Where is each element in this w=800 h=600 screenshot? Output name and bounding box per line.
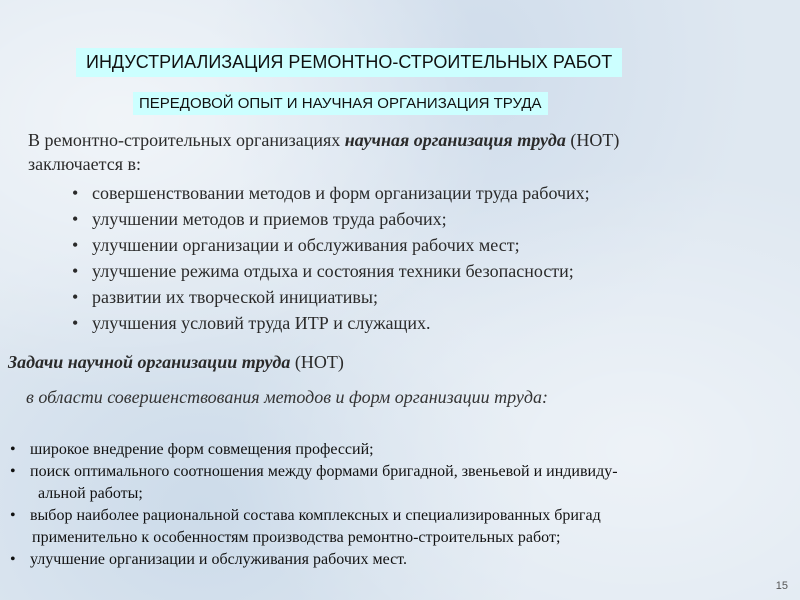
intro-text-before: В ремонтно-строительных организациях: [28, 130, 345, 150]
bullet-icon: •: [10, 441, 16, 458]
bullet-icon: •: [72, 287, 79, 307]
list-item-text: поиск оптимального соотношения между формами бригадной, звеньевой и индивиду-: [30, 463, 618, 480]
not-content-list: [66, 180, 590, 336]
intro-text-after: (НОТ): [565, 130, 620, 150]
slide-subtitle: ПЕРЕДОВОЙ ОПЫТ И НАУЧНАЯ ОРГАНИЗАЦИЯ ТРУДА: [133, 92, 548, 115]
bullet-icon: •: [10, 463, 16, 480]
area-subheading: в области совершенствования методов и форм организации труда:: [26, 387, 548, 407]
list-item: [66, 206, 590, 232]
intro-paragraph: [28, 128, 788, 176]
tasks-list: [8, 439, 618, 571]
list-item: [66, 310, 590, 336]
intro-emphasis: научная организация труда: [344, 130, 566, 150]
list-item-text: улучшении методов и приемов труда рабочих;: [92, 209, 447, 229]
list-item: [8, 549, 618, 571]
bullet-icon: •: [72, 209, 79, 229]
bullet-icon: •: [10, 507, 16, 524]
list-item: [8, 439, 618, 461]
list-item: [66, 232, 590, 258]
list-item: [66, 258, 590, 284]
tasks-text-after: (НОТ): [290, 352, 344, 372]
bullet-icon: •: [72, 235, 79, 255]
list-item: [8, 505, 618, 549]
list-item: [66, 180, 590, 206]
tasks-heading: [8, 350, 344, 374]
tasks-emphasis: Задачи научной организации труда: [8, 352, 291, 372]
list-item-text-continued: альной работы;: [38, 485, 143, 502]
list-item-text: развитии их творческой инициативы;: [92, 287, 379, 307]
list-item: [66, 284, 590, 310]
bullet-icon: •: [10, 551, 16, 568]
list-item-text-continued: применительно к особенностям производства ремонтно-строительных работ;: [32, 529, 561, 546]
list-item-text: улучшении организации и обслуживания рабочих мест;: [92, 235, 520, 255]
bullet-icon: •: [72, 261, 79, 281]
list-item-text: улучшение режима отдыха и состояния техники безопасности;: [92, 261, 574, 281]
list-item-text: выбор наиболее рациональной состава комплексных и специализированных бригад: [30, 507, 601, 524]
list-item: [8, 461, 618, 505]
list-item-text: широкое внедрение форм совмещения профессий;: [30, 441, 374, 458]
list-item-text: улучшение организации и обслуживания рабочих мест.: [30, 551, 407, 568]
page-number: 15: [775, 580, 788, 592]
bullet-icon: •: [72, 183, 79, 203]
bullet-icon: •: [72, 313, 79, 333]
list-item-text: совершенствовании методов и форм организации труда рабочих;: [92, 183, 590, 203]
slide-title: ИНДУСТРИАЛИЗАЦИЯ РЕМОНТНО-СТРОИТЕЛЬНЫХ РАБОТ: [76, 48, 622, 77]
intro-line-2: заключается в:: [28, 154, 141, 174]
list-item-text: улучшения условий труда ИТР и служащих.: [92, 313, 431, 333]
